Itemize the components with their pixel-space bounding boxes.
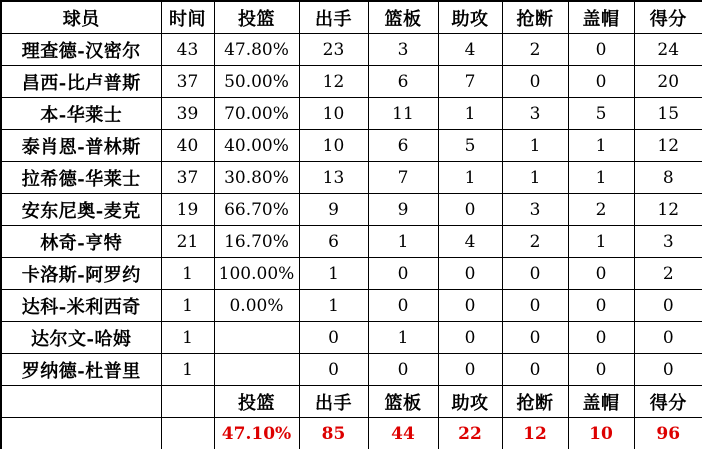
stat-cell: 1 — [161, 290, 214, 322]
stat-cell: 0 — [568, 290, 634, 322]
footer-header-cell: 篮板 — [368, 386, 438, 418]
table-row — [1, 66, 702, 98]
stat-cell: 3 — [502, 98, 568, 130]
stat-cell: 6 — [299, 226, 368, 258]
stat-cell: 10 — [299, 130, 368, 162]
stat-cell: 16.70% — [214, 226, 299, 258]
stat-cell: 0 — [568, 354, 634, 386]
stat-cell: 12 — [634, 194, 702, 226]
stat-cell: 0 — [299, 322, 368, 354]
stat-cell: 0 — [368, 258, 438, 290]
table-row — [1, 290, 702, 322]
stat-cell: 2 — [634, 258, 702, 290]
stat-cell: 70.00% — [214, 98, 299, 130]
stat-cell: 1 — [568, 130, 634, 162]
stat-cell: 1 — [161, 258, 214, 290]
table-row — [1, 258, 702, 290]
stat-cell: 3 — [502, 194, 568, 226]
stat-cell: 10 — [299, 98, 368, 130]
stat-cell: 0 — [568, 66, 634, 98]
footer-empty-cell — [161, 386, 214, 418]
stat-cell: 0 — [502, 66, 568, 98]
footer-header-cell: 盖帽 — [568, 386, 634, 418]
player-name-cell: 达科-米利西奇 — [1, 290, 161, 322]
footer-header-cell: 得分 — [634, 386, 702, 418]
stat-cell: 0 — [502, 290, 568, 322]
stat-cell: 100.00% — [214, 258, 299, 290]
player-name-cell: 安东尼奥-麦克 — [1, 194, 161, 226]
player-name-cell: 达尔文-哈姆 — [1, 322, 161, 354]
stat-cell: 6 — [368, 66, 438, 98]
player-name-cell: 泰肖恩-普林斯 — [1, 130, 161, 162]
total-value-cell: 10 — [568, 418, 634, 449]
stat-cell: 0 — [568, 322, 634, 354]
stat-cell: 0 — [299, 354, 368, 386]
table-row — [1, 194, 702, 226]
stat-cell: 40 — [161, 130, 214, 162]
stat-cell: 20 — [634, 66, 702, 98]
footer-header-cell: 抢断 — [502, 386, 568, 418]
stat-cell: 2 — [502, 34, 568, 66]
totals-empty-cell — [1, 418, 161, 449]
stat-cell: 0 — [438, 258, 502, 290]
stat-cell: 0 — [634, 290, 702, 322]
footer-empty-cell — [1, 386, 161, 418]
stat-cell: 1 — [161, 354, 214, 386]
stat-cell: 23 — [299, 34, 368, 66]
stat-cell: 19 — [161, 194, 214, 226]
stat-cell: 1 — [568, 226, 634, 258]
stat-cell: 43 — [161, 34, 214, 66]
stat-cell: 8 — [634, 162, 702, 194]
stat-cell: 3 — [368, 34, 438, 66]
stat-cell: 3 — [634, 226, 702, 258]
total-value-cell: 47.10% — [214, 418, 299, 449]
total-value-cell: 44 — [368, 418, 438, 449]
stat-cell: 47.80% — [214, 34, 299, 66]
stat-cell: 9 — [299, 194, 368, 226]
column-header-cell: 盖帽 — [568, 1, 634, 34]
stat-cell: 4 — [438, 226, 502, 258]
stat-cell: 0 — [368, 290, 438, 322]
stat-cell: 1 — [368, 226, 438, 258]
stat-cell: 50.00% — [214, 66, 299, 98]
totals-empty-cell — [161, 418, 214, 449]
header-row — [1, 1, 702, 34]
stat-cell — [214, 354, 299, 386]
table-row — [1, 130, 702, 162]
stat-cell: 1 — [438, 98, 502, 130]
stat-cell: 1 — [299, 258, 368, 290]
table-row — [1, 354, 702, 386]
player-name-cell: 林奇-亨特 — [1, 226, 161, 258]
column-header-cell: 投篮 — [214, 1, 299, 34]
stat-cell: 24 — [634, 34, 702, 66]
total-value-cell: 22 — [438, 418, 502, 449]
player-name-cell: 拉希德-华莱士 — [1, 162, 161, 194]
stat-cell: 9 — [368, 194, 438, 226]
stat-cell: 13 — [299, 162, 368, 194]
stat-cell: 0 — [568, 34, 634, 66]
stat-cell: 12 — [634, 130, 702, 162]
stat-cell: 40.00% — [214, 130, 299, 162]
stat-cell: 30.80% — [214, 162, 299, 194]
stat-cell — [214, 322, 299, 354]
player-name-cell: 理查德-汉密尔 — [1, 34, 161, 66]
stat-cell: 0 — [438, 322, 502, 354]
stat-cell: 39 — [161, 98, 214, 130]
total-value-cell: 96 — [634, 418, 702, 449]
player-name-cell: 昌西-比卢普斯 — [1, 66, 161, 98]
table-row — [1, 226, 702, 258]
column-header-cell: 时间 — [161, 1, 214, 34]
stat-cell: 5 — [568, 98, 634, 130]
column-header-cell: 球员 — [1, 1, 161, 34]
stat-cell: 0.00% — [214, 290, 299, 322]
stat-cell: 21 — [161, 226, 214, 258]
stat-cell: 1 — [502, 130, 568, 162]
stat-cell: 0 — [438, 290, 502, 322]
stat-cell: 1 — [438, 162, 502, 194]
stat-cell: 37 — [161, 66, 214, 98]
column-header-cell: 得分 — [634, 1, 702, 34]
stat-cell: 5 — [438, 130, 502, 162]
stat-cell: 1 — [502, 162, 568, 194]
player-name-cell: 罗纳德-杜普里 — [1, 354, 161, 386]
stat-cell: 0 — [438, 194, 502, 226]
stat-cell: 1 — [161, 322, 214, 354]
stat-cell: 6 — [368, 130, 438, 162]
column-header-cell: 篮板 — [368, 1, 438, 34]
player-name-cell: 卡洛斯-阿罗约 — [1, 258, 161, 290]
stat-cell: 0 — [502, 354, 568, 386]
column-header-cell: 助攻 — [438, 1, 502, 34]
stat-cell: 11 — [368, 98, 438, 130]
table-row — [1, 34, 702, 66]
stat-cell: 0 — [368, 354, 438, 386]
footer-header-cell: 出手 — [299, 386, 368, 418]
stat-cell: 0 — [568, 258, 634, 290]
stat-cell: 7 — [368, 162, 438, 194]
column-header-cell: 抢断 — [502, 1, 568, 34]
stat-cell: 2 — [502, 226, 568, 258]
table-row — [1, 98, 702, 130]
stat-cell: 1 — [368, 322, 438, 354]
total-value-cell: 12 — [502, 418, 568, 449]
stat-cell: 0 — [502, 322, 568, 354]
stat-cell: 0 — [634, 354, 702, 386]
footer-header-cell: 投篮 — [214, 386, 299, 418]
stat-cell: 0 — [502, 258, 568, 290]
stat-cell: 4 — [438, 34, 502, 66]
table-body — [1, 1, 702, 449]
table-row — [1, 162, 702, 194]
player-name-cell: 本-华莱士 — [1, 98, 161, 130]
total-value-cell: 85 — [299, 418, 368, 449]
stat-cell: 0 — [634, 322, 702, 354]
table-row — [1, 322, 702, 354]
footer-header-row — [1, 386, 702, 418]
footer-header-cell: 助攻 — [438, 386, 502, 418]
stat-cell: 37 — [161, 162, 214, 194]
stat-cell: 7 — [438, 66, 502, 98]
stat-cell: 1 — [568, 162, 634, 194]
stat-cell: 0 — [438, 354, 502, 386]
stat-cell: 2 — [568, 194, 634, 226]
totals-row — [1, 418, 702, 449]
column-header-cell: 出手 — [299, 1, 368, 34]
stat-cell: 15 — [634, 98, 702, 130]
stat-cell: 1 — [299, 290, 368, 322]
stat-cell: 12 — [299, 66, 368, 98]
stat-cell: 66.70% — [214, 194, 299, 226]
